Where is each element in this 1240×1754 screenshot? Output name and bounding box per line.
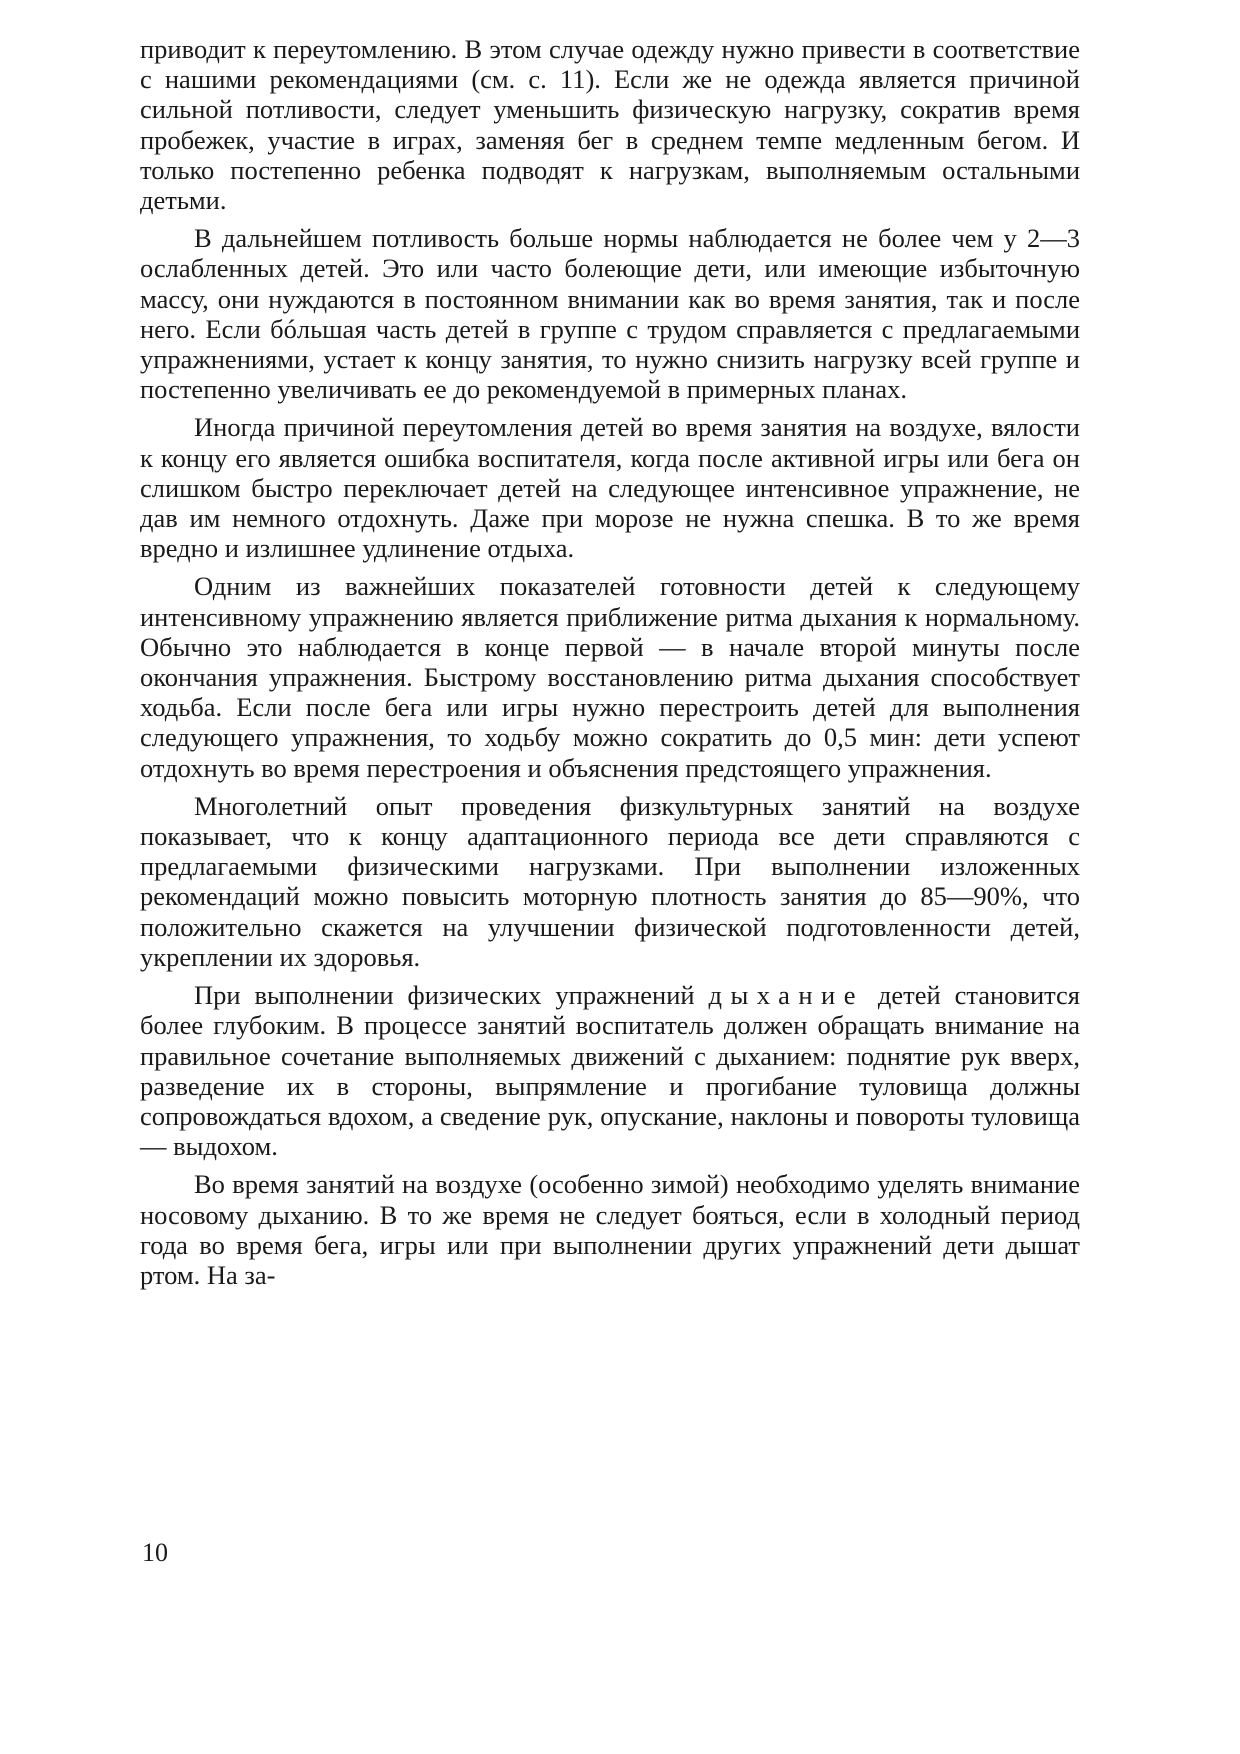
paragraph-2: В дальнейшем потливость больше нормы наблюдается не более чем у 2—3 ослабленных детей. Это или часто болеющие дети, или имеющие избыточную массу, они нуждаются в постоянном внимании как во время занятия, так и после него. Если бóльшая часть детей в группе с трудом справляется с предлагаемыми упражнениями, устает к концу занятия, то нужно снизить нагрузку всей группе и постепенно увеличивать ее до рекомендуемой в примерных планах. [140,223,1080,405]
paragraph-1: приводит к переутомлению. В этом случае одежду нужно привести в соответствие с нашими рекомендациями (см. с. 11). Если же не одежда является причиной сильной потливости, следует уменьшить физическую нагрузку, сократив время пробежек, участие в играх, заменяя бег в среднем темпе медленным бегом. И только постепенно ребенка подводят к нагрузкам, выполняемым остальными детьми. [140,34,1080,216]
paragraph-6-start: При выполнении физических упражнений [194,980,709,1011]
page-number: 10 [142,1538,168,1567]
paragraph-3: Иногда причиной переутомления детей во время занятия на воздухе, вялости к концу его является ошибка воспитателя, когда после активной игры или бега он слишком быстро переключает детей на следующее интенсивное упражнение, не дав им немного отдохнуть. Даже при морозе не нужна спешка. В то же время вредно и излишнее удлинение отдыха. [140,412,1080,564]
paragraph-6-emphasis: дыхание [708,980,864,1011]
paragraph-4: Одним из важнейших показателей готовности детей к следующему интенсивному упражнению является приближение ритма дыхания к нормальному. Обычно это наблюдается в конце первой — в начале второй минуты после окончания упражнения. Быстрому восстановлению ритма дыхания способствует ходьба. Если после бега или игры нужно перестроить детей для выполнения следующего упражнения, то ходьбу можно сократить до 0,5 мин: дети успеют отдохнуть во время перестроения и объяснения предстоящего упражнения. [140,571,1080,783]
paragraph-6 [140,980,1080,1161]
paragraph-6-end: детей становится более глубоким. В процессе занятий воспитатель должен обращать внимание на правильное сочетание выполняемых движений с дыханием: поднятие рук вверх, разведение их в стороны, выпрямление и прогибание туловища должны сопровождаться вдохом, а сведение рук, опускание, наклоны и повороты туловища — выдохом. [140,980,1080,1162]
body-text [140,34,1080,1290]
paragraph-5: Многолетний опыт проведения физкультурных занятий на воздухе показывает, что к концу адаптационного периода все дети справляются с предлагаемыми физическими нагрузками. При выполнении изложенных рекомендаций можно повысить моторную плотность занятия до 85—90%, что положительно скажется на улучшении физической подготовленности детей, укреплении их здоровья. [140,790,1080,972]
paragraph-7: Во время занятий на воздухе (особенно зимой) необходимо уделять внимание носовому дыханию. В то же время не следует бояться, если в холодный период года во время бега, игры или при выполнении других упражнений дети дышат ртом. На за- [140,1169,1080,1290]
